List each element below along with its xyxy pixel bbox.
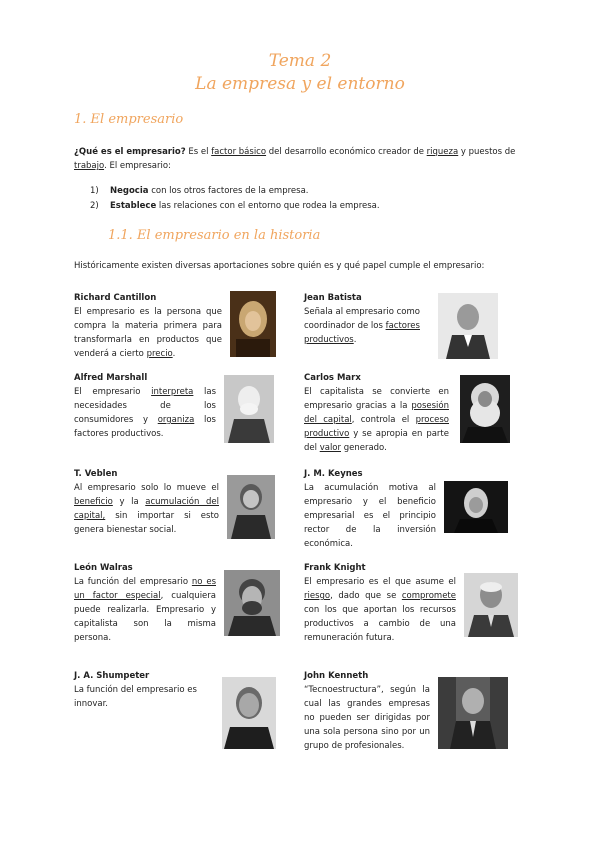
text: Al empresario solo lo mueve el <box>74 483 219 493</box>
text: El capitalista se convierte en empresario gracias a la <box>304 387 449 411</box>
text: los factores productivos. <box>74 415 216 439</box>
term: riesgo <box>304 591 331 601</box>
term: interpreta <box>151 387 194 397</box>
text: . El empresario: <box>104 161 171 171</box>
portrait-marx <box>460 375 510 443</box>
text: Es el <box>185 147 212 157</box>
list-text: las relaciones con el entorno que rodea la empresa. <box>156 201 380 211</box>
portrait-keynes <box>444 481 508 533</box>
name-marshall: Alfred Marshall <box>74 373 148 383</box>
intro-question: ¿Qué es el empresario? <box>74 147 186 157</box>
name-shumpeter: J. A. Shumpeter <box>74 671 150 681</box>
portrait-marshall <box>224 375 274 443</box>
text-keynes: La acumulación motiva al empresario y el beneficio empresarial es el principio rector de la inversión económica. <box>304 483 436 549</box>
text: . <box>353 335 357 345</box>
text: El empresario es el que asume el <box>304 577 456 587</box>
text-shumpeter: La función del empresario es innovar. <box>74 685 197 709</box>
name-keynes: J. M. Keynes <box>304 469 363 479</box>
portrait-walras <box>224 570 280 636</box>
section-heading: 1. El empresario <box>74 112 184 127</box>
term: riqueza <box>426 147 459 157</box>
text-batista <box>304 305 429 347</box>
name-cantillon: Richard Cantillon <box>74 293 157 303</box>
text: Señala al empresario como coordinador de los <box>304 307 420 331</box>
name-kenneth: John Kenneth <box>304 671 369 681</box>
text-marshall <box>74 385 216 441</box>
name-marx: Carlos Marx <box>304 373 361 383</box>
term: factores productivos <box>304 321 420 345</box>
name-veblen: T. Veblen <box>74 469 118 479</box>
list-item <box>74 199 380 214</box>
text-veblen <box>74 481 219 537</box>
text: , dado que se <box>330 591 402 601</box>
text: . <box>172 349 176 359</box>
text-kenneth: “Tecnoestructura”, según la cual las grandes empresas no pueden ser dirigidas por una sola persona sino por un grupo de profesionales. <box>304 685 430 751</box>
role-list <box>74 184 380 214</box>
term: trabajo <box>74 161 105 171</box>
term: posesión del capital <box>304 401 449 425</box>
text: y puestos de <box>458 147 516 157</box>
text: del desarrollo económico creador de <box>266 147 427 157</box>
text: La función del empresario <box>74 577 192 587</box>
text: con los que aportan los recursos productivos a cambio de una remuneración futura. <box>304 605 456 643</box>
text: generado. <box>341 443 387 453</box>
portrait-cantillon <box>230 291 276 357</box>
history-intro: Históricamente existen diversas aportaciones sobre quién es y qué papel cumple el empresario: <box>74 261 485 271</box>
portrait-shumpeter <box>222 677 276 749</box>
name-batista: Jean Batista <box>304 293 362 303</box>
doc-title-line2: La empresa y el entorno <box>195 74 405 94</box>
term: valor <box>319 443 341 453</box>
term: factor básico <box>211 147 267 157</box>
intro-paragraph <box>74 145 524 173</box>
term: precio <box>146 349 173 359</box>
text-cantillon <box>74 305 222 361</box>
text-knight <box>304 575 456 645</box>
portrait-batista <box>438 293 498 359</box>
portrait-knight <box>464 573 518 637</box>
list-number: 2) <box>90 201 99 211</box>
text: y se apropia en parte del <box>304 429 449 453</box>
text: El empresario es la persona que compra la materia primera para transformarla en productos que venderá a cierto <box>74 307 222 359</box>
list-text: con los otros factores de la empresa. <box>148 186 309 196</box>
portrait-kenneth <box>438 677 508 749</box>
text-walras <box>74 575 216 645</box>
doc-title-line1: Tema 2 <box>268 51 332 71</box>
text: y la <box>112 497 146 507</box>
name-knight: Frank Knight <box>304 563 366 573</box>
portrait-veblen <box>227 475 275 539</box>
list-keyword: Negocia <box>110 186 149 196</box>
term: compromete <box>401 591 456 601</box>
text: , controla el <box>351 415 416 425</box>
name-walras: León Walras <box>74 563 133 573</box>
term: acumulación del capital, <box>74 497 219 521</box>
term: beneficio <box>74 497 113 507</box>
subsection-heading: 1.1. El empresario en la historia <box>108 228 321 243</box>
text: , cualquiera puede realizarla. Empresario y capitalista son la misma persona. <box>74 591 216 643</box>
list-keyword: Establece <box>110 201 157 211</box>
text: sin importar si esto genera bienestar social. <box>74 511 219 535</box>
list-number: 1) <box>90 186 99 196</box>
term: proceso productivo <box>304 415 449 439</box>
text: las necesidades de los consumidores y <box>74 387 217 425</box>
text-marx <box>304 385 449 455</box>
term: organiza <box>157 415 195 425</box>
list-item <box>74 184 380 199</box>
term: no es un factor especial <box>74 577 216 601</box>
text: El empresario <box>74 387 152 397</box>
